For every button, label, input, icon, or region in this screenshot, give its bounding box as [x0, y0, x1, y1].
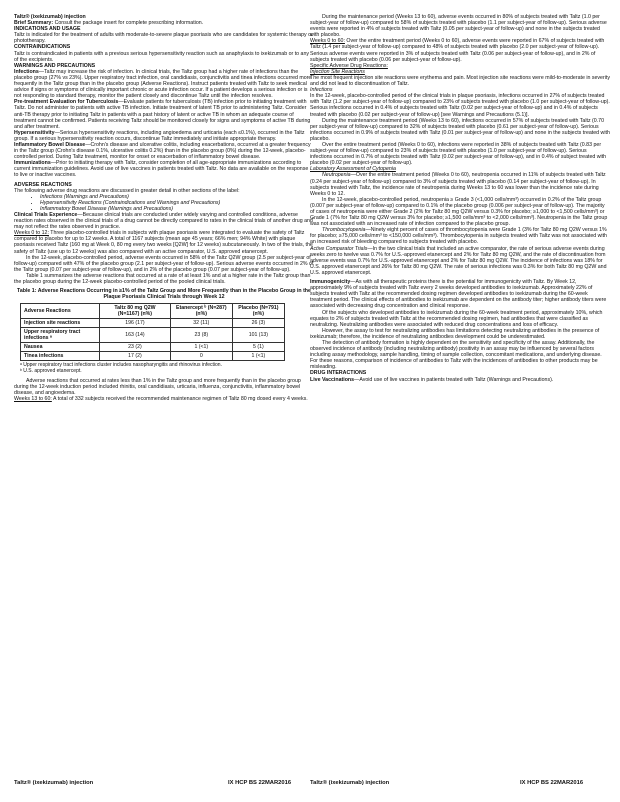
table-row [21, 319, 285, 328]
table-cell: 32 (11) [170, 319, 232, 328]
infections-subheading: Infections [310, 87, 333, 94]
weeks-0-60-paragraph [310, 38, 610, 62]
ibd-text: —Crohn's disease and ulcerative colitis, including exacerbations, occurred at a greater frequency in the Taltz group (Crohn's disease 0.1%, ulcerative colitis 0.2%) than in the placebo group (0%) during the 12-week, placebo-controlled period. During Taltz treatment, monitor for onset or exacerbation of inflammatory bowel disease. [14, 141, 311, 161]
thrombocytopenia-label: Thrombocytopenia [322, 227, 366, 234]
immunogenicity-paragraph [310, 279, 610, 309]
table-row [21, 352, 285, 361]
neutropenia-label: Neutropenia [322, 172, 351, 179]
brief-summary-text: Consult the package insert for complete prescribing information. [54, 20, 204, 27]
document-title: Taltz® (ixekizumab) injection [14, 14, 86, 20]
active-comparator-label: Active Comparator Trials [310, 245, 368, 252]
weeks-13-60-text: A total of 332 subjects received the recommended maintenance regimen of Taltz 80 mg dosed every 4 weeks. [51, 396, 308, 403]
thrombocytopenia-paragraph [310, 227, 610, 245]
right-column [310, 14, 610, 776]
weeks-0-12-text: Three placebo-controlled trials in subjects with plaque psoriasis were integrated to evaluate the safety of Taltz compared to placebo for up to 12 weeks. A total of 1167 subjects (mean age 45 years; 66% men; 94% White) with plaque psoriasis received Taltz (160 mg at Week 0, 80 mg every two weeks [Q2W] for 12 weeks) subcutaneously. In two of the trials, the safety of Taltz (use up to 12 weeks) was also compared with an active comparator, U.S. approved etanercept. [14, 230, 313, 255]
drug-interactions-heading: DRUG INTERACTIONS [310, 370, 367, 377]
ibd-label: Inflammatory Bowel Disease [14, 141, 86, 148]
cytopenia-subheading: Laboratory Assessment of Cytopenia [310, 166, 396, 173]
infections-paragraph-1: In the 12-week, placebo-controlled period of the clinical trials in plaque psoriasis, infections occurred in 27% of subjects treated with Taltz (1.2 per subject-year of follow-up) compared to 23% of subjects treated with placebo (1.0 per subject-year of follow-up). Serious infections occurred in 0.4% of subjects treated with Taltz (0.02 per subject-year of follow-up) and in 0.4% of subjects treated with placebo (0.02 per subject-year of follow-up) [see Warnings and Precautions (5.1)]. [310, 93, 610, 118]
table-caption: Table 1: Adverse Reactions Occurring in ≥1% of the Taltz Group and More Frequently than in the Placebo Group in the Plaque Psoriasis Clinical Trials through Week 12 [17, 288, 311, 301]
column-header: Etanercept ᵇ (N=287) (n%) [170, 304, 232, 319]
thrombocytopenia-text: —Ninety eight percent of cases of thrombocytopenia were Grade 1 (3% for Taltz 80 mg Q2W versus 1% for placebo; ≥75,000 cells/mm³ to <150,000 cells/mm³). Thrombocytopenia in subjects treated with Taltz was not associated with an increased risk of bleeding compared to subjects treated with placebo. [310, 227, 607, 246]
table-cell: 196 (17) [100, 319, 171, 328]
indications-heading: INDICATIONS AND USAGE [14, 26, 81, 33]
list-item: • Inflammatory Bowel Disease (Warnings and Precautions) [40, 206, 314, 212]
after-table-paragraph: Adverse reactions that occurred at rates less than 1% in the Taltz group and more frequently than in the placebo group during the 12-week induction period included rhinitis, oral candidiasis, urticaria, influenza, conjunctivitis, inflammatory bowel disease, and angioedema. [14, 377, 301, 397]
adverse-bullet-list [14, 194, 314, 212]
table-cell: 26 (3) [232, 319, 284, 328]
table-footnote-a: ᵃ Upper respiratory tract infections cluster includes nasopharyngitis and rhinovirus infection. [20, 362, 222, 369]
immunizations-paragraph [14, 160, 314, 178]
brief-summary-label: Brief Summary: [14, 20, 54, 27]
column-header: Taltz 80 mg Q2W (N=1167) (n%) [100, 304, 171, 319]
table-cell: Injection site reactions [21, 319, 100, 328]
table-cell: 23 (8) [170, 328, 232, 343]
live-vaccinations-text: —Avoid use of live vaccines in patients treated with Taltz (Warnings and Precautions). [354, 376, 554, 383]
warnings-heading: WARNINGS AND PRECAUTIONS [14, 62, 96, 69]
immunogenicity-paragraph-3: However, the assay to test for neutralizing antibodies has limitations detecting neutralizing antibodies in the presence of ixekizumab; therefore, the incidence of neutralizing antibodies development could be underestimated. [310, 327, 600, 340]
active-comparator-text: —In the two clinical trials that included an active comparator, the rate of serious adverse events during weeks zero to twelve was 0.7% for U.S.-approved etanercept and 2% for Taltz 80 mg Q2W, and the rate of discontinuation from adverse events was 0.7% for U.S.-approved etanercept and 2% for Taltz 80 mg Q2W. The incidence of infections was 18% for U.S. approved etanercept and 26% for Taltz 80 mg Q2W. The rate of serious infections was 0.3% for both Taltz 80 mg Q2W and U.S. approved etanercept. [310, 245, 607, 276]
maintenance-paragraph: During the maintenance period (Weeks 13 to 60), adverse events occurred in 80% of subjects treated with Taltz (1.0 per subject-year of follow-up) compared to 58% of subjects treated with placebo (1.1 per subject-year of follow-up). Serious adverse events were reported in 4% of subjects treated with Taltz (0.05 per subject-year of follow-up) and none in the subjects treated with placebo. [310, 14, 607, 39]
left-column [14, 14, 314, 776]
column-header: Adverse Reactions [21, 304, 100, 319]
hypersensitivity-paragraph [14, 130, 314, 142]
infections-paragraph-2: During the maintenance treatment period (Weeks 13 to 60), infections occurred in 57% of subjects treated with Taltz (0.70 per subject-year of follow-up) compared to 32% of subjects treated with placebo (0.61 per subject-year of follow-up). Serious infections occurred in 0.9% of subjects treated with Taltz (0.01 per subject-year of follow-up) and none in the subjects treated with placebo. [310, 117, 610, 142]
weeks-13-60-label: Weeks 13 to 60: [14, 396, 52, 403]
live-vaccinations-paragraph [310, 377, 610, 383]
contraindications-heading: CONTRAINDICATIONS [14, 44, 71, 51]
tb-text: —Evaluate patients for tuberculosis (TB) infection prior to initiating treatment with Taltz. Do not administer to patients with active TB infection. Initiate treatment of latent TB prior to administering Taltz. Consider anti-TB therapy prior to initiating Taltz in patients with a past history of latent or active TB in whom an adequate course of treatment cannot be confirmed. Patients receiving Taltz should be monitored closely for signs and symptoms of active TB during and after treatment. [14, 99, 311, 130]
tb-label: Pre-treatment Evaluation for Tuberculosis [14, 99, 119, 106]
neutropenia-paragraph [310, 172, 610, 196]
injection-site-text: The most frequent injection site reactions were erythema and pain. Most injection site reactions were mild-to-moderate in severity and did not lead to discontinuation of Taltz. [310, 74, 610, 88]
infections-label: Infections [14, 68, 39, 75]
specific-adr-label: Specific Adverse Drug Reactions: [310, 62, 388, 69]
weeks-0-12-paragraph [14, 230, 314, 254]
clinical-trials-paragraph [14, 212, 314, 230]
infections-paragraph [14, 69, 314, 99]
adverse-intro: The following adverse drug reactions are discussed in greater detail in other sections of the label: [14, 187, 240, 194]
infections-paragraph-3: Over the entire treatment period (Weeks 0 to 60), infections were reported in 38% of subjects treated with Taltz (0.83 per subject-year of follow-up) compared to 23% of subjects treated with placebo (1.0 per subject-year of follow-up). Serious infections occurred in 0.7% of subjects treated with Taltz (0.02 per subject-year of follow-up), and in 0.4% of subject treated with placebo (0.02 per subject-year of follow-up). [310, 141, 607, 167]
table-cell: Nausea [21, 343, 100, 352]
footer-left-code: IX HCP BS 22MAR2016 [228, 780, 292, 786]
weeks-13-60-paragraph [14, 396, 314, 402]
list-item: • Hypersensitivity Reactions (Contraindications and Warnings and Precautions) [40, 200, 314, 206]
table-cell: 0 [170, 352, 232, 361]
footer-left-title: Taltz® (ixekizumab) injection [14, 780, 94, 786]
table-cell: Tinea infections [21, 352, 100, 361]
weeks-0-60-text: Over the entire treatment period (Weeks 0 to 60), adverse events were reported in 67% of subjects treated with Taltz (1.4 per subject-year of follow-up) compared to 48% of subjects treated with placebo (2.0 per subject-year of follow-up). Serious adverse events were reported in 3% of subjects treated with Taltz (0.06 per subject-year of follow-up), and in 2% of subjects treated with placebo (0.06 per subject-year of follow-up). [310, 38, 605, 63]
footer-right-title: Taltz® (ixekizumab) injection [310, 780, 390, 786]
weeks-0-12-label: Weeks 0 to 12: [14, 230, 49, 237]
immunogenicity-text: —As with all therapeutic proteins there is the potential for immunogenicity with Taltz. By Week 12, approximately 9% of subjects treated with Taltz every 2 weeks developed antibodies to ixekizumab. Approximately 22% of subjects treated with Taltz at the recommended dosing regimen developed antibodies to ixekizumab during the 60-week treatment period. The clinical effects of antibodies to ixekizumab are dependent on the antibody titer; higher antibody titers were associated with decreasing drug concentration and clinical response. [310, 279, 607, 310]
footer-right-code: IX HCP BS 22MAR2016 [520, 780, 584, 786]
tb-paragraph [14, 99, 314, 129]
table-cell: 163 (14) [100, 328, 171, 343]
injection-site-label: Injection Site Reactions [310, 68, 365, 75]
active-comparator-paragraph [310, 246, 610, 276]
immunogenicity-paragraph-4: The detection of antibody formation is highly dependent on the sensitivity and specificity of the assay. Additionally, the observed incidence of antibody (including neutralizing antibody) positivity in an assay may be influenced by several factors including assay methodology, sample handling, timing of sample collection, concomitant medications, and underlying disease. For these reasons, comparison of incidence of antibodies to Taltz with the incidences of antibodies to other products may be misleading. [310, 339, 602, 371]
neutropenia-grade-paragraph: In the 12-week, placebo-controlled period, neutropenia ≥ Grade 3 (<1,000 cells/mm³) occurred in 0.2% of the Taltz group (0.007 per subject-year of follow-up) compared to 0.1% of the placebo group (0.006 per subject-year of follow-up). The majority of cases of neutropenia were either Grade 2 (2% for Taltz 80 mg Q2W versus 0.3% for placebo; ≥1,000 to <1,500 cells/mm³) or Grade 1 (7% for Taltz 80 mg Q2W versus 3% for placebo; ≥1,500 cells/mm³ to <2,000 cells/mm³). Neutropenia in the Taltz group was not associated with an increased rate of infection compared to the placebo group. [310, 196, 608, 228]
hypersensitivity-label: Hypersensitivity [14, 129, 55, 136]
immunizations-label: Immunizations [14, 160, 51, 167]
neutropenia-text: —Over the entire treatment period (Weeks 0 to 60), neutropenia occurred in 11% of subjects treated with Taltz (0.24 per subject-year of follow-up) compared to 3% of subjects treated with placebo (0.14 per subject-year of follow-up). In subjects treated with Taltz, the incidence rate of neutropenia during Weeks 13 to 60 was lower than the incidence rate during Weeks 0 to 12. [310, 172, 606, 197]
list-item: • Infections (Warnings and Precautions) [40, 194, 314, 200]
table-cell: 5 (1) [232, 343, 284, 352]
table-header-row [21, 304, 285, 319]
immunizations-text: —Prior to initiating therapy with Taltz, consider completion of all age-appropriate immunizations according to current immunization guidelines. Avoid use of live vaccines in patients treated with Taltz. No data are available on the response to live or inactive vaccines. [14, 160, 309, 179]
clinical-trials-text: —Because clinical trials are conducted under widely varying and controlled conditions, adverse reaction rates observed in the clinical trials of a drug cannot be directly compared to rates in the clinical trials of another drug and may not reflect the rates observed in practice. [14, 212, 313, 231]
table-cell: 101 (13) [232, 328, 284, 343]
table-cell: 1 (<1) [170, 343, 232, 352]
weeks-0-60-label: Weeks 0 to 60: [310, 38, 345, 45]
infections-text: —Taltz may increase the risk of infection. In clinical trials, the Taltz group had a higher rate of infections than the placebo group (27% vs 23%). Upper respiratory tract infection, oral candidiasis, conjunctivitis and tinea infections occurred more frequently in the Taltz group than in the placebo group (Adverse Reactions). Instruct patients treated with Taltz to seek medical advice if signs or symptoms of clinically important chronic or acute infection occur. If a patient develops a serious infection or is not responding to standard therapy, monitor the patient closely and discontinue Taltz until the infection resolves. [14, 68, 312, 100]
table-cell: 1 (<1) [232, 352, 284, 361]
table-row [21, 343, 285, 352]
table-cell: Upper respiratory tract infections ᵃ [21, 328, 100, 343]
adverse-reactions-heading: ADVERSE REACTIONS [14, 181, 72, 188]
immunogenicity-label: Immunogenicity [310, 279, 351, 286]
table-cell: 23 (2) [100, 343, 171, 352]
hypersensitivity-text: —Serious hypersensitivity reactions, including angioedema and urticaria (each ≤0.1%), occurred in the Taltz group. If a serious hypersensitivity reaction occurs, discontinue Taltz immediately and initiate appropriate therapy. [14, 129, 305, 142]
table-intro: Table 1 summarizes the adverse reactions that occurred at a rate of at least 1% and at a higher rate in the Taltz group than the placebo group during the 12-week placebo-controlled period of the pooled clinical trials. [14, 272, 311, 286]
adverse-reactions-table [20, 303, 285, 361]
table-cell: 17 (2) [100, 352, 171, 361]
table-footnote-b: ᵇ U.S. approved etanercept. [20, 368, 82, 375]
indications-text: Taltz is indicated for the treatment of adults with moderate-to-severe plaque psoriasis who are candidates for systemic therapy or phototherapy. [14, 32, 313, 45]
contraindications-text: Taltz is contraindicated in patients with a previous serious hypersensitivity reaction such as anaphylaxis to ixekizumab or to any of the excipients. [14, 50, 310, 63]
twelve-week-paragraph: In the 12-week, placebo-controlled period, adverse events occurred in 58% of the Taltz Q2W group (2.5 per subject-year of follow-up) compared with 47% of the placebo group (2.1 per subject-year of follow-up). Serious adverse events occurred in 2% of the Taltz group (0.07 per subject-year of follow-up), and in 2% of the placebo group (0.07 per subject-year of follow-up). [14, 254, 314, 273]
live-vaccinations-label: Live Vaccinations [310, 376, 355, 383]
immunogenicity-paragraph-2: Of the subjects who developed antibodies to ixekizumab during the 60-week treatment period, approximately 10%, which equates to 2% of subjects treated with Taltz at the recommended dosing regimen, had antibodies that were classified as neutralizing. Neutralizing antibodies were associated with reduced drug concentrations and loss of efficacy. [310, 309, 603, 328]
column-header: Placebo (N=791) (n%) [232, 304, 284, 319]
ibd-paragraph [14, 142, 314, 160]
clinical-trials-label: Clinical Trials Experience [14, 212, 78, 218]
table-row [21, 328, 285, 343]
